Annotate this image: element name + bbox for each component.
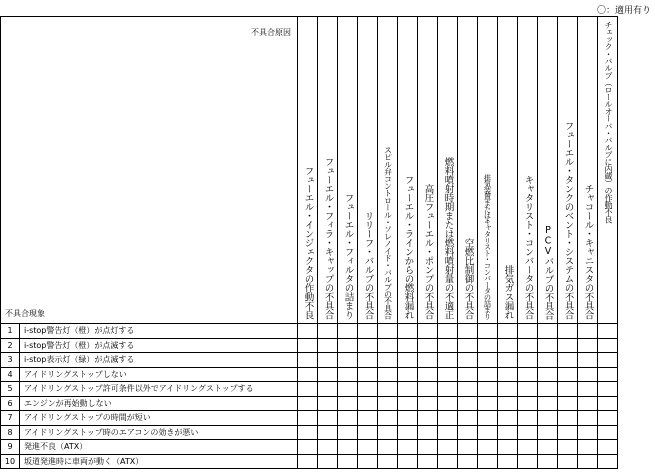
cause-header	[498, 17, 518, 324]
matrix-cell	[498, 338, 518, 353]
phenomenon-text: 坂道発進時に車両が動く（ATX）	[20, 454, 298, 469]
matrix-cell	[378, 411, 398, 426]
matrix-cell	[338, 367, 358, 382]
matrix-cell	[358, 396, 378, 411]
header-corner	[1, 17, 298, 324]
matrix-cell	[358, 338, 378, 353]
matrix-cell	[298, 454, 318, 469]
matrix-cell	[538, 324, 558, 339]
phenomenon-text: i-stop表示灯（緑）が点滅する	[20, 353, 298, 368]
phenomenon-text: 発進不良（ATX）	[20, 440, 298, 455]
matrix-cell	[518, 353, 538, 368]
matrix-cell	[438, 440, 458, 455]
matrix-cell	[498, 324, 518, 339]
matrix-cell	[318, 440, 338, 455]
matrix-cell	[498, 411, 518, 426]
matrix-cell	[438, 324, 458, 339]
matrix-cell	[518, 382, 538, 397]
matrix-cell	[558, 353, 578, 368]
cause-header	[418, 17, 438, 324]
matrix-cell	[298, 396, 318, 411]
matrix-cell	[358, 382, 378, 397]
matrix-cell	[418, 396, 438, 411]
matrix-cell	[578, 425, 598, 440]
matrix-cell	[518, 367, 538, 382]
matrix-cell	[518, 440, 538, 455]
cause-header-label: 燃料噴射時期または燃料噴射量の不適正	[442, 157, 454, 319]
matrix-cell	[438, 367, 458, 382]
matrix-cell	[378, 324, 398, 339]
matrix-cell	[498, 353, 518, 368]
matrix-cell	[458, 454, 478, 469]
matrix-cell	[538, 440, 558, 455]
cause-header-label: フューエル・インジェクタの作動不良	[302, 166, 314, 319]
matrix-cell	[598, 353, 618, 368]
matrix-cell	[298, 338, 318, 353]
phenomenon-number: 5	[1, 382, 20, 397]
matrix-cell	[418, 382, 438, 397]
phenomenon-text: アイドリングストップの時間が短い	[20, 411, 298, 426]
matrix-cell	[478, 396, 498, 411]
matrix-cell	[458, 367, 478, 382]
matrix-cell	[298, 324, 318, 339]
matrix-cell	[398, 324, 418, 339]
matrix-cell	[498, 440, 518, 455]
matrix-cell	[478, 353, 498, 368]
matrix-cell	[418, 367, 438, 382]
matrix-cell	[318, 396, 338, 411]
matrix-cell	[538, 353, 558, 368]
matrix-cell	[558, 396, 578, 411]
matrix-cell	[598, 396, 618, 411]
matrix-cell	[358, 454, 378, 469]
matrix-cell	[518, 454, 538, 469]
matrix-cell	[538, 338, 558, 353]
matrix-cell	[458, 440, 478, 455]
cause-header-label: チャコール・キャニスタの不具合	[582, 184, 594, 319]
cause-header-label: フューエル・フィラ・キャップの不具合	[322, 157, 334, 319]
matrix-cell	[498, 454, 518, 469]
table-row	[1, 367, 618, 382]
phenomenon-text: アイドリングストップ時のエアコンの効きが悪い	[20, 425, 298, 440]
matrix-cell	[478, 382, 498, 397]
matrix-cell	[418, 425, 438, 440]
matrix-cell	[298, 367, 318, 382]
matrix-cell	[318, 382, 338, 397]
phenomenon-text: i-stop警告灯（橙）が点灯する	[20, 324, 298, 339]
matrix-cell	[438, 411, 458, 426]
matrix-cell	[438, 353, 458, 368]
cause-header	[438, 17, 458, 324]
matrix-cell	[558, 425, 578, 440]
phenomenon-number: 6	[1, 396, 20, 411]
cause-header	[578, 17, 598, 324]
matrix-cell	[518, 411, 538, 426]
matrix-cell	[338, 353, 358, 368]
phenomenon-number: 10	[1, 454, 20, 469]
cause-header	[318, 17, 338, 324]
cause-header	[518, 17, 538, 324]
matrix-cell	[378, 454, 398, 469]
matrix-cell	[358, 367, 378, 382]
matrix-cell	[418, 324, 438, 339]
table-row	[1, 454, 618, 469]
matrix-cell	[438, 396, 458, 411]
matrix-cell	[478, 454, 498, 469]
matrix-cell	[358, 324, 378, 339]
matrix-cell	[378, 353, 398, 368]
matrix-cell	[578, 382, 598, 397]
matrix-cell	[298, 353, 318, 368]
matrix-cell	[598, 411, 618, 426]
matrix-cell	[418, 454, 438, 469]
table-row	[1, 411, 618, 426]
matrix-cell	[558, 382, 578, 397]
matrix-cell	[338, 338, 358, 353]
matrix-cell	[598, 367, 618, 382]
table-row	[1, 382, 618, 397]
matrix-cell	[298, 425, 318, 440]
matrix-cell	[558, 338, 578, 353]
matrix-cell	[598, 454, 618, 469]
matrix-cell	[338, 440, 358, 455]
cause-header	[538, 17, 558, 324]
matrix-cell	[338, 324, 358, 339]
matrix-cell	[398, 353, 418, 368]
matrix-cell	[498, 425, 518, 440]
matrix-cell	[378, 382, 398, 397]
cause-header	[378, 17, 398, 324]
phenomenon-text: アイドリングストップしない	[20, 367, 298, 382]
matrix-cell	[358, 425, 378, 440]
matrix-cell	[318, 411, 338, 426]
matrix-cell	[398, 454, 418, 469]
cause-header	[458, 17, 478, 324]
cause-header	[558, 17, 578, 324]
matrix-cell	[378, 338, 398, 353]
matrix-cell	[418, 411, 438, 426]
matrix-cell	[318, 454, 338, 469]
cause-header	[358, 17, 378, 324]
matrix-cell	[538, 454, 558, 469]
matrix-cell	[578, 411, 598, 426]
cause-header-label: フューエル・タンクのベント・システムの不具合	[562, 121, 574, 319]
matrix-cell	[578, 440, 598, 455]
matrix-cell	[578, 367, 598, 382]
matrix-cell	[538, 382, 558, 397]
phenomenon-text: アイドリングストップ許可条件以外でアイドリングストップする	[20, 382, 298, 397]
table-row	[1, 425, 618, 440]
matrix-cell	[598, 425, 618, 440]
cause-label: 不具合原因	[251, 28, 291, 37]
matrix-cell	[458, 353, 478, 368]
phenomenon-text: エンジンが再始動しない	[20, 396, 298, 411]
table-row	[1, 324, 618, 339]
matrix-cell	[538, 411, 558, 426]
matrix-cell	[558, 324, 578, 339]
matrix-cell	[378, 440, 398, 455]
cause-header-label: キャタリスト・コンバータの不具合	[522, 175, 534, 319]
matrix-cell	[478, 338, 498, 353]
matrix-cell	[558, 411, 578, 426]
phenomenon-label: 不具合現象	[5, 309, 45, 318]
phenomenon-number: 9	[1, 440, 20, 455]
matrix-cell	[558, 454, 578, 469]
matrix-cell	[538, 396, 558, 411]
matrix-cell	[518, 338, 538, 353]
matrix-cell	[478, 324, 498, 339]
matrix-cell	[358, 411, 378, 426]
matrix-cell	[398, 367, 418, 382]
matrix-cell	[378, 396, 398, 411]
matrix-cell	[338, 425, 358, 440]
matrix-cell	[538, 367, 558, 382]
cause-header	[398, 17, 418, 324]
matrix-cell	[478, 425, 498, 440]
matrix-cell	[598, 440, 618, 455]
header-row	[1, 17, 618, 324]
cause-header-label: PCVバルブの不具合	[542, 224, 554, 319]
matrix-cell	[398, 425, 418, 440]
phenomenon-text: i-stop警告灯（橙）が点滅する	[20, 338, 298, 353]
phenomenon-number: 1	[1, 324, 20, 339]
cause-header-label: チェック・バルブ（ロールオーバ・バルブに内蔵）の作動不良	[604, 21, 613, 223]
phenomenon-number: 3	[1, 353, 20, 368]
matrix-cell	[378, 425, 398, 440]
matrix-cell	[398, 382, 418, 397]
matrix-cell	[458, 338, 478, 353]
matrix-cell	[538, 425, 558, 440]
matrix-cell	[338, 411, 358, 426]
matrix-cell	[458, 425, 478, 440]
matrix-cell	[438, 425, 458, 440]
phenomenon-number: 8	[1, 425, 20, 440]
cause-header-label: フューエル・ラインからの燃料漏れ	[402, 175, 414, 319]
matrix-cell	[578, 454, 598, 469]
matrix-cell	[598, 338, 618, 353]
matrix-cell	[318, 324, 338, 339]
matrix-cell	[338, 454, 358, 469]
matrix-cell	[438, 454, 458, 469]
matrix-cell	[558, 440, 578, 455]
matrix-cell	[378, 367, 398, 382]
matrix-cell	[398, 396, 418, 411]
matrix-cell	[298, 411, 318, 426]
matrix-cell	[498, 382, 518, 397]
matrix-cell	[598, 324, 618, 339]
matrix-cell	[438, 338, 458, 353]
legend: 〇：適用有り	[596, 6, 651, 16]
cause-header-label: 空燃比制御の不具合	[462, 238, 474, 319]
matrix-cell	[358, 440, 378, 455]
troubleshooting-matrix	[0, 16, 618, 469]
matrix-cell	[518, 396, 538, 411]
matrix-cell	[458, 396, 478, 411]
matrix-body	[1, 324, 618, 469]
cause-header-label: 高圧フューエル・ポンプの不具合	[422, 184, 434, 319]
cause-header	[298, 17, 318, 324]
matrix-cell	[438, 382, 458, 397]
cause-header-label: 排気ガス漏れ	[502, 265, 514, 319]
matrix-cell	[598, 382, 618, 397]
matrix-cell	[558, 367, 578, 382]
matrix-cell	[458, 324, 478, 339]
cause-header	[598, 17, 618, 324]
matrix-cell	[318, 338, 338, 353]
phenomenon-number: 4	[1, 367, 20, 382]
matrix-cell	[578, 396, 598, 411]
matrix-cell	[298, 440, 318, 455]
cause-header	[338, 17, 358, 324]
phenomenon-number: 7	[1, 411, 20, 426]
matrix-cell	[578, 353, 598, 368]
matrix-cell	[578, 338, 598, 353]
matrix-cell	[518, 324, 538, 339]
table-row	[1, 440, 618, 455]
cause-header	[478, 17, 498, 324]
matrix-cell	[398, 338, 418, 353]
cause-header-label: スピル弁コントロール・ソレノイド・バルブの不具合	[383, 146, 393, 319]
matrix-cell	[338, 396, 358, 411]
matrix-cell	[518, 425, 538, 440]
matrix-cell	[418, 353, 438, 368]
matrix-cell	[498, 396, 518, 411]
matrix-cell	[318, 353, 338, 368]
matrix-cell	[318, 367, 338, 382]
matrix-cell	[358, 353, 378, 368]
matrix-cell	[498, 367, 518, 382]
cause-header-label: フューエル・フィルタの詰まり	[342, 193, 354, 319]
matrix-cell	[578, 324, 598, 339]
cause-header-label: リリーフ・バルブの不具合	[362, 211, 374, 319]
matrix-cell	[418, 440, 438, 455]
matrix-cell	[318, 425, 338, 440]
table-row	[1, 338, 618, 353]
matrix-cell	[398, 411, 418, 426]
matrix-cell	[418, 338, 438, 353]
matrix-cell	[478, 440, 498, 455]
table-row	[1, 396, 618, 411]
matrix-cell	[458, 411, 478, 426]
matrix-cell	[338, 382, 358, 397]
phenomenon-number: 2	[1, 338, 20, 353]
matrix-cell	[398, 440, 418, 455]
table-row	[1, 353, 618, 368]
matrix-cell	[478, 367, 498, 382]
matrix-cell	[458, 382, 478, 397]
matrix-cell	[298, 382, 318, 397]
matrix-cell	[478, 411, 498, 426]
cause-header-label: 排気装置またはキャタリスト・コンバータの詰まり	[483, 174, 493, 319]
